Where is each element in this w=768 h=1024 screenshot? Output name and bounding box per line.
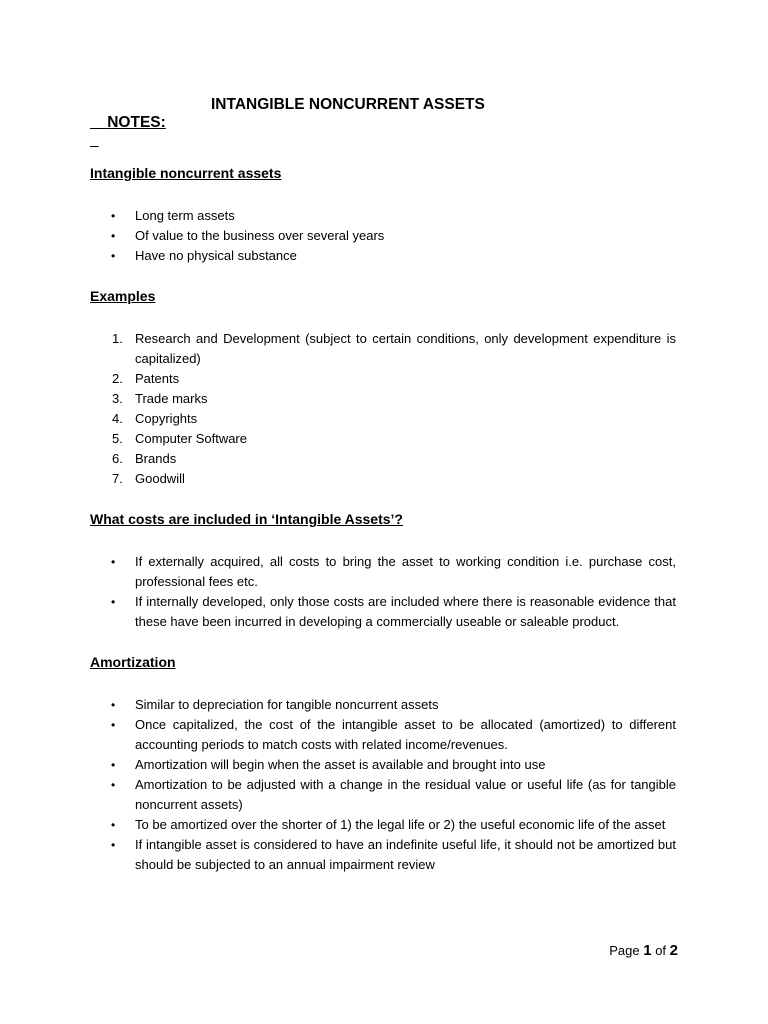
list-item: 5. Computer Software xyxy=(112,431,247,446)
list-item: • If intangible asset is considered to have an indefinite useful life, it should not be amortized but should be subjected to an annual impairment review xyxy=(111,837,676,872)
costs-bullet-list xyxy=(90,552,676,632)
intro-bullet-list xyxy=(90,206,676,266)
list-item: 7. Goodwill xyxy=(112,471,185,486)
list-item: • Once capitalized, the cost of the intangible asset to be allocated (amortized) to different accounting periods to match costs with related income/revenues. xyxy=(111,717,676,752)
section-heading-intangible: Intangible noncurrent assets xyxy=(90,165,282,181)
bullet-icon: • xyxy=(111,698,116,712)
list-item: • Amortization to be adjusted with a change in the residual value or useful life (as for tangible noncurrent assets) xyxy=(111,777,676,812)
list-item: • If externally acquired, all costs to bring the asset to working condition i.e. purchase cost, professional fees etc. xyxy=(111,554,676,589)
list-item: 3. Trade marks xyxy=(112,391,208,406)
title-prefix: NOTES: xyxy=(107,114,166,131)
list-item: 1. Research and Development (subject to certain conditions, only development expenditure is capitalized) xyxy=(112,331,676,366)
bullet-icon: • xyxy=(111,778,116,792)
bullet-icon: • xyxy=(111,595,116,609)
section-heading-examples: Examples xyxy=(90,288,156,304)
list-item: • Long term assets xyxy=(90,206,676,226)
bullet-icon: • xyxy=(111,555,116,569)
list-item: • To be amortized over the shorter of 1) the legal life or 2) the useful economic life of the asset xyxy=(90,815,676,835)
page-number-footer: Page 1 of 2 xyxy=(609,942,678,959)
list-item: • If internally developed, only those costs are included where there is reasonable evidence that these have been incurred in developing a commercially useable or saleable product. xyxy=(111,594,676,629)
page-title xyxy=(90,96,485,150)
title-text: INTANGIBLE NONCURRENT ASSETS xyxy=(211,96,485,113)
bullet-icon: • xyxy=(111,209,116,223)
list-item: 6. Brands xyxy=(112,451,177,466)
bullet-icon: • xyxy=(111,838,116,852)
bullet-icon: • xyxy=(111,229,116,243)
bullet-icon: • xyxy=(111,249,116,263)
bullet-icon: • xyxy=(111,718,116,732)
section-heading-amortization: Amortization xyxy=(90,654,176,670)
list-item: 2. Patents xyxy=(112,371,180,386)
bullet-icon: • xyxy=(111,758,116,772)
list-item: 4. Copyrights xyxy=(112,411,198,426)
section-heading-costs: What costs are included in ‘Intangible Assets’? xyxy=(90,511,403,527)
list-item: • Similar to depreciation for tangible noncurrent assets xyxy=(90,695,676,715)
list-item: • Amortization will begin when the asset is available and brought into use xyxy=(90,755,676,775)
bullet-icon: • xyxy=(111,818,116,832)
amortization-bullet-list xyxy=(90,695,676,875)
list-item: • Have no physical substance xyxy=(90,246,676,266)
examples-numbered-list xyxy=(90,329,676,489)
list-item: • Of value to the business over several years xyxy=(90,226,676,246)
